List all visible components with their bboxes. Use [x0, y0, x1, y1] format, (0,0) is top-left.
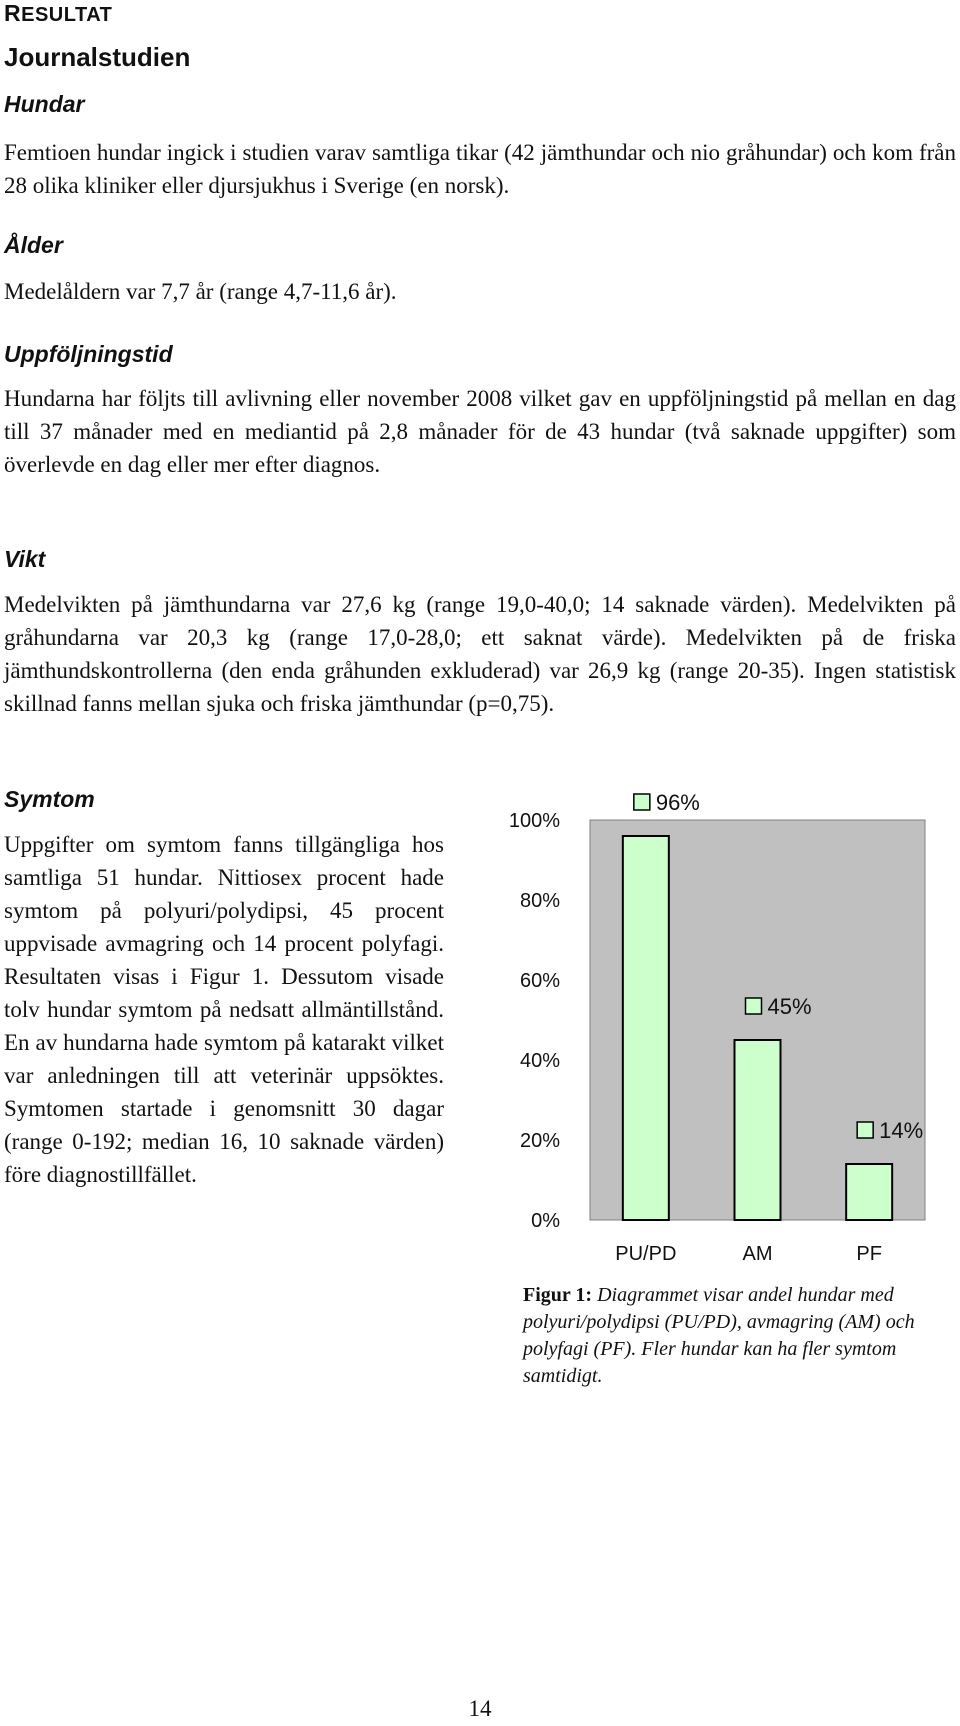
data-label-marker — [857, 1122, 873, 1138]
x-tick-label: PF — [856, 1243, 882, 1265]
paragraph-vikt: Medelvikten på jämthundarna var 27,6 kg (range 19,0-40,0; 14 saknade värden). Medelvikten på gråhundarna var 20,3 kg (range 17,0-28,0; ett saknat värde). Medelvikten på de friska jämthundskontrollerna (den enda gråhunden exkluderad) var 26,9 kg (range 20-35). Ingen statistisk skillnad fanns mellan sjuka och friska jämthundar (p=0,75). — [4, 592, 956, 716]
data-label-marker — [634, 794, 650, 810]
y-tick-label: 0% — [531, 1210, 560, 1232]
figure-caption-text: Diagrammet visar andel hundar med polyuri/polydipsi (PU/PD), avmagring (AM) och polyfagi (PF). Fler hundar kan ha fler symtom samtidigt. — [523, 1284, 915, 1387]
paragraph-alder: Medelåldern var 7,7 år (range 4,7-11,6 år). — [4, 279, 397, 304]
page-number: 14 — [468, 1696, 492, 1721]
bar-am — [735, 1040, 781, 1220]
paragraph-symtom: Uppgifter om symtom fanns tillgängliga hos samtliga 51 hundar. Nittiosex procent hade symtom på polyuri/polydipsi, 45 procent uppvisade avmagring och 14 procent polyfagi. Resultaten visas i Figur 1. Dessutom visade tolv hundar symtom på nedsatt allmäntillstånd. En av hundarna hade symtom på katarakt vilket var anledningen till att veterinär uppsöktes. Symtomen startade i genomsnitt 30 dagar (range 0-192; median 16, 10 saknade värden) före diagnostillfället. — [4, 832, 444, 1187]
heading-hundar: Hundar — [4, 91, 85, 117]
data-label: 96% — [655, 790, 700, 815]
y-tick-label: 100% — [508, 810, 560, 832]
section-title-initial: R — [4, 0, 22, 26]
data-label: 45% — [767, 994, 812, 1019]
symptom-bar-chart — [490, 790, 940, 1280]
section-title-rest: ESULTAT — [21, 4, 113, 26]
section-title — [4, 0, 112, 27]
bar-pupd — [623, 836, 669, 1220]
figure-caption-label: Figur 1: — [523, 1284, 593, 1306]
y-tick-label: 20% — [519, 1130, 560, 1152]
x-tick-label: PU/PD — [615, 1243, 677, 1265]
figure-caption — [523, 1282, 943, 1390]
data-label-marker — [746, 998, 762, 1014]
heading-vikt: Vikt — [4, 546, 46, 572]
paragraph-uppfoljningstid: Hundarna har följts till avlivning eller november 2008 vilket gav en uppföljningstid på mellan en dag till 37 månader med en mediantid på 2,8 månader för de 43 hundar (två saknade uppgifter) som överlevde en dag eller mer efter diagnos. — [4, 386, 956, 477]
heading-alder: Ålder — [4, 232, 63, 258]
data-label: 14% — [879, 1118, 924, 1143]
y-tick-label: 40% — [519, 1050, 560, 1072]
main-heading: Journalstudien — [4, 42, 191, 72]
x-tick-label: AM — [742, 1243, 773, 1265]
y-tick-label: 80% — [519, 890, 560, 912]
heading-uppfoljningstid: Uppföljningstid — [4, 341, 173, 367]
paragraph-hundar: Femtioen hundar ingick i studien varav samtliga tikar (42 jämthundar och nio gråhundar) och kom från 28 olika kliniker eller djursjukhus i Sverige (en norsk). — [4, 140, 956, 198]
heading-symtom: Symtom — [4, 786, 95, 812]
bar-pf — [846, 1164, 892, 1220]
y-tick-label: 60% — [519, 970, 560, 992]
